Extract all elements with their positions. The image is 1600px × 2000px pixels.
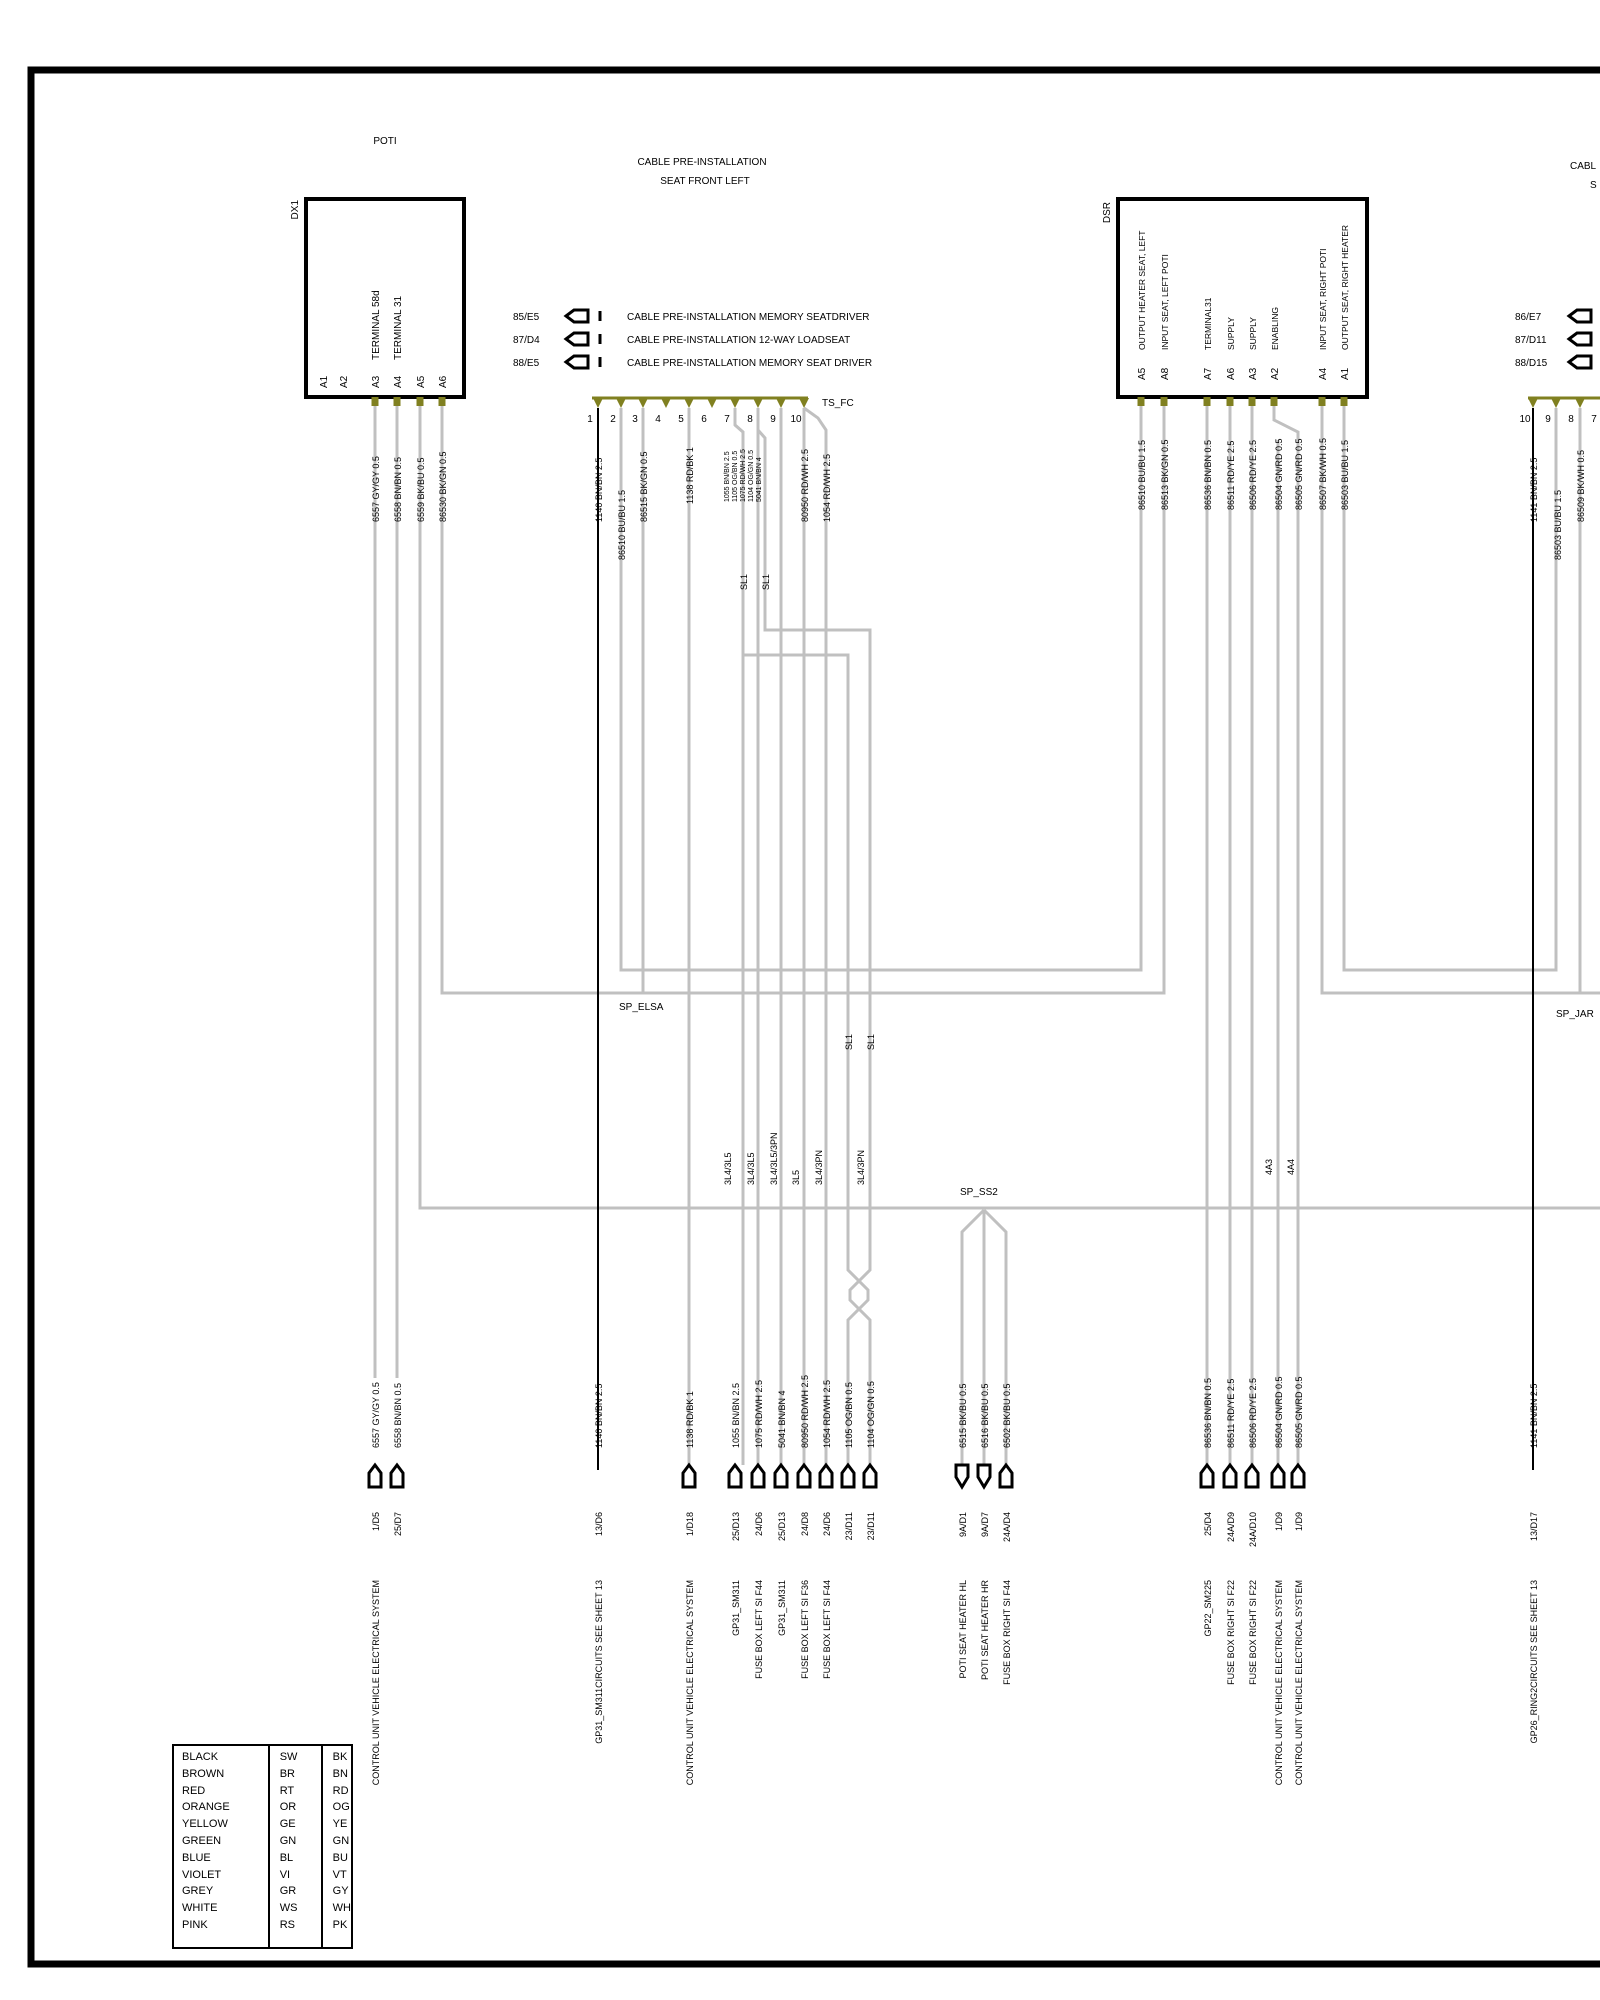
wire-label-right-2: 86509 BK/WH 0.5 [1576, 449, 1586, 522]
destination-3: GP31_SM311 [731, 1580, 741, 1636]
dsr-terminal-A6 [1227, 397, 1234, 406]
ts-fc-terminal-6 [730, 398, 740, 408]
legend-english-codes [323, 1746, 351, 1947]
bottom-wire-label-2: 1140 BN/BN 2.5 [594, 1383, 604, 1448]
legend-name-8: GREY [182, 1885, 214, 1898]
dsr-terminal-A8 [1161, 397, 1168, 406]
bottom-wire-label-13: 6502 BK/BU 0.5 [1002, 1383, 1012, 1448]
wire-label-dx1-1: 6558 BN/BN 0.5 [393, 456, 403, 522]
bottom-connector-14 [1201, 1465, 1213, 1487]
bottom-wire-label-8: 1054 RD/WH 2.5 [822, 1379, 832, 1448]
ts-fc-pin-2: 2 [610, 414, 616, 425]
ts-fc-terminal-5 [707, 398, 717, 408]
legend-code-en-5: GN [332, 1834, 350, 1847]
wire-dsr-a1 [1344, 406, 1556, 970]
ts-fc-terminal-8 [776, 398, 786, 408]
ref-right-0: 86/E7 [1515, 312, 1542, 323]
wire-label-dsr-7: 86507 BK/WH 0.5 [1318, 437, 1328, 510]
destination-8: POTI SEAT HEATER HL [958, 1580, 968, 1679]
destination-14: CONTROL UNIT VEHICLE ELECTRICAL SYSTEM [1274, 1580, 1284, 1786]
bottom-wire-label-12: 6516 BK/BU 0.5 [980, 1383, 990, 1448]
ref-right-connector-1 [1569, 333, 1591, 345]
dest-ref-8: 24/D6 [822, 1512, 832, 1537]
destination-2: CONTROL UNIT VEHICLE ELECTRICAL SYSTEM [685, 1580, 695, 1786]
legend-code-de-0: SW [279, 1751, 298, 1763]
destination-5: GP31_SM311 [777, 1580, 787, 1636]
wire-label-bundle-0: 1055 BN/BN 2.5 [724, 451, 731, 502]
dest-ref-16: 24A/D10 [1248, 1512, 1258, 1548]
wire-label-dsr-6: 86505 GN/RD 0.5 [1294, 438, 1304, 510]
legend-german-codes [270, 1746, 323, 1947]
splice-label-elsa: SP_ELSA [619, 1002, 664, 1013]
legend-code-en-0: BK [332, 1751, 348, 1763]
wire-dsr-a2-jog [1274, 406, 1298, 440]
bottom-wire-label-5: 1075 RD/WH 2.5 [754, 1379, 764, 1448]
dsr-function-3: SUPPLY [1226, 317, 1236, 350]
circuit-code-0: 3L4/3L5 [723, 1152, 733, 1185]
legend-code-en-1: BN [332, 1767, 348, 1780]
legend-code-en-4: YE [332, 1818, 348, 1831]
destination-9: POTI SEAT HEATER HR [980, 1580, 990, 1681]
dest-ref-2: 13/D6 [594, 1512, 604, 1537]
dsr-pin-A1: A1 [1340, 367, 1351, 380]
bottom-connector-1 [391, 1465, 403, 1487]
ts-fc-pin-10: 10 [790, 414, 802, 425]
bottom-connector-5 [752, 1465, 764, 1487]
bottom-wire-label-6: 5041 BN/BN 4 [777, 1390, 787, 1448]
dest-ref-6: 25/D13 [777, 1512, 787, 1542]
legend-code-de-3: OR [279, 1801, 297, 1814]
ref-left-1: 87/D4 [513, 335, 540, 346]
wire-label-right-0: 1141 BN/BN 2.5 [1529, 457, 1539, 522]
sl-label-3: SL1 [866, 1033, 876, 1050]
legend-name-4: YELLOW [182, 1818, 228, 1831]
dx1-pin-A3: A3 [371, 375, 382, 388]
ref-right-connector-2 [1569, 356, 1591, 368]
circuit-code-7: 4A4 [1286, 1158, 1296, 1175]
ts-fc-terminal-1 [616, 398, 626, 408]
wire-label-ts-4: 80950 RD/WH 2.5 [800, 448, 810, 522]
dest-ref-14: 25/D4 [1203, 1512, 1213, 1537]
ts-right-pin-0: 10 [1519, 414, 1531, 425]
legend-code-en-9: WH [332, 1902, 351, 1915]
legend-code-en-2: RD [332, 1784, 349, 1797]
legend-name-2: RED [182, 1784, 206, 1797]
legend-code-de-4: GE [279, 1818, 296, 1831]
dsr-terminal-A5 [1138, 397, 1145, 406]
bottom-connector-15 [1224, 1465, 1236, 1487]
dest-ref-7: 24/D8 [800, 1512, 810, 1537]
dest-ref-5: 24/D6 [754, 1512, 764, 1537]
wire-label-dx1-0: 6557 GY/GY 0.5 [371, 456, 381, 522]
wire-86510 [621, 406, 1141, 970]
bottom-connector-9 [842, 1465, 854, 1487]
legend-code-de-5: GN [279, 1834, 297, 1847]
bottom-connector-12 [978, 1465, 990, 1487]
circuit-code-6: 4A3 [1264, 1158, 1274, 1175]
ts-right-terminal-1 [1551, 398, 1561, 408]
dsr-function-7: OUTPUT SEAT, RIGHT HEATER [1340, 225, 1350, 350]
legend-code-de-10: RS [279, 1918, 295, 1931]
wire-label-bundle-2: 1075 RD/WH 2.5 [740, 449, 747, 502]
bottom-wire-label-4: 1055 BN/BN 2.5 [731, 1382, 741, 1448]
ts-fc-terminal-2 [638, 398, 648, 408]
wire-1104 [758, 430, 870, 1465]
dest-ref-1: 25/D7 [393, 1512, 403, 1537]
dest-ref-13: 24A/D4 [1002, 1512, 1012, 1543]
wire-1105 [735, 425, 868, 1465]
dsr-label: DSR [1102, 202, 1113, 224]
ts-fc-terminal-7 [753, 398, 763, 408]
dx1-pin-A4: A4 [393, 375, 404, 388]
ts-fc-pin-9: 9 [770, 414, 776, 425]
wire-1054 [804, 408, 826, 1465]
sl-label-1: SL1 [761, 573, 771, 590]
legend-name-9: WHITE [182, 1902, 218, 1915]
color-legend [172, 1744, 353, 1949]
wire-label-ts-0: 1140 BN/BN 2.5 [594, 457, 604, 522]
dsr-pin-A4: A4 [1318, 367, 1329, 380]
cable-right-title: CABL [1570, 161, 1597, 172]
wire-label-dsr-4: 86506 RD/YE 2.5 [1248, 439, 1258, 510]
legend-code-de-9: WS [279, 1902, 298, 1915]
dsr-terminal-A2 [1271, 397, 1278, 406]
poti-title: POTI [373, 136, 397, 147]
ref-left-0: 85/E5 [513, 312, 540, 323]
bottom-wire-label-3: 1138 RD/BK 1 [685, 1391, 695, 1448]
dsr-function-2: TERMINAL31 [1203, 297, 1213, 350]
destination-11: GP22_SM225 [1203, 1580, 1213, 1637]
dest-ref-18: 1/D9 [1294, 1512, 1304, 1532]
ts-fc-pin-5: 5 [678, 414, 684, 425]
wire-label-ts-3: 1138 RD/BK 1 [685, 447, 695, 504]
bottom-wire-label-7: 80950 RD/WH 2.5 [800, 1374, 810, 1448]
bottom-wire-label-14: 86536 BN/BN 0.5 [1203, 1377, 1213, 1448]
bottom-connector-18 [1292, 1465, 1304, 1487]
ref-left-connector-0 [566, 310, 588, 322]
bottom-wire-label-15: 86511 RD/YE 2.5 [1226, 1378, 1236, 1448]
ref-left-text-1: CABLE PRE-INSTALLATION 12-WAY LOADSEAT [627, 335, 851, 346]
destination-6: FUSE BOX LEFT SI F36 [800, 1580, 810, 1679]
splice-label-jar: SP_JAR [1556, 1009, 1594, 1020]
legend-code-de-6: BL [279, 1851, 294, 1864]
legend-name-7: VIOLET [182, 1868, 222, 1881]
circuit-code-4: 3L4/3PN [814, 1149, 824, 1185]
legend-color-names [174, 1746, 270, 1947]
bottom-wire-label-11: 6515 BK/BU 0.5 [958, 1383, 968, 1448]
legend-code-de-7: VI [279, 1868, 291, 1881]
bottom-connector-16 [1246, 1465, 1258, 1487]
dsr-pin-A6: A6 [1226, 367, 1237, 380]
dsr-function-1: INPUT SEAT, LEFT POTI [1160, 254, 1170, 350]
dx1-terminal-2 [417, 397, 424, 406]
dx1-function-A3: TERMINAL 58d [371, 290, 382, 360]
destination-1: GP31_SM311CIRCUITS SEE SHEET 13 [594, 1580, 604, 1744]
bottom-connector-8 [820, 1465, 832, 1487]
bottom-connector-4 [729, 1465, 741, 1487]
dest-ref-9: 23/D11 [844, 1512, 854, 1541]
wire-label-bundle-3: 1104 OG/GN 0.5 [748, 449, 755, 502]
dsr-terminal-A1 [1341, 397, 1348, 406]
dest-ref-10: 23/D11 [866, 1512, 876, 1541]
bottom-connector-11 [956, 1465, 968, 1487]
dsr-pin-A7: A7 [1203, 367, 1214, 380]
dx1-terminal-1 [394, 397, 401, 406]
wire-label-dsr-5: 86504 GN/RD 0.5 [1274, 438, 1284, 510]
ref-left-connector-2 [566, 356, 588, 368]
wire-label-right-1: 86503 BU/BU 1.5 [1553, 489, 1563, 560]
sl-label-2: SL1 [844, 1033, 854, 1050]
ts-fc-terminal-4 [684, 398, 694, 408]
bottom-wire-label-10: 1104 OG/GN 0.5 [866, 1381, 876, 1448]
dx1-terminal-3 [439, 397, 446, 406]
bottom-wire-label-9: 1105 OG/BN 0.5 [844, 1382, 854, 1448]
ts-right-pin-3: 7 [1591, 414, 1597, 425]
ts-fc-terminal-0 [593, 398, 603, 408]
destination-12: FUSE BOX RIGHT SI F22 [1226, 1580, 1236, 1685]
wire-label-bundle-1: 1105 OG/BN 0.5 [732, 450, 739, 502]
dsr-function-5: ENABLING [1270, 307, 1280, 350]
ts-fc-pin-3: 3 [632, 414, 638, 425]
dsr-pin-A3: A3 [1248, 367, 1259, 380]
ts-fc-pin-8: 8 [747, 414, 753, 425]
wire-label-dsr-8: 86503 BU/BU 1.5 [1340, 439, 1350, 510]
circuit-code-1: 3L4/3L5 [746, 1152, 756, 1185]
bottom-connector-7 [798, 1465, 810, 1487]
dx1-function-A4: TERMINAL 31 [393, 295, 404, 360]
destination-0: CONTROL UNIT VEHICLE ELECTRICAL SYSTEM [371, 1580, 381, 1786]
ts-fc-pin-4: 4 [655, 414, 661, 425]
bottom-connector-3 [683, 1465, 695, 1487]
legend-code-en-10: PK [332, 1918, 348, 1931]
bottom-wire-label-18: 86505 GN/RD 0.5 [1294, 1376, 1304, 1448]
destination-4: FUSE BOX LEFT SI F44 [754, 1580, 764, 1679]
dsr-function-0: OUTPUT HEATER SEAT, LEFT [1137, 230, 1147, 350]
dx1-terminal-0 [372, 397, 379, 406]
ts-right-pin-1: 9 [1545, 414, 1551, 425]
dx1-pin-A6: A6 [438, 375, 449, 388]
wire-label-ts-5: 1054 RD/WH 2.5 [822, 453, 832, 522]
dx1-pin-A2: A2 [339, 375, 350, 388]
dx1-pin-A1: A1 [319, 375, 330, 388]
dest-ref-11: 9A/D1 [958, 1512, 968, 1538]
circuit-code-2: 3L4/3L5/3PN [769, 1132, 779, 1185]
dx1-label: DX1 [290, 200, 301, 220]
legend-code-en-3: OG [332, 1801, 350, 1814]
wire-label-dx1-3: 86530 BK/GN 0.5 [438, 451, 448, 522]
dsr-box [1118, 199, 1367, 397]
circuit-code-3: 3L5 [791, 1169, 801, 1185]
ref-left-text-2: CABLE PRE-INSTALLATION MEMORY SEAT DRIVER [627, 358, 873, 369]
destination-7: FUSE BOX LEFT SI F44 [822, 1580, 832, 1679]
ref-right-2: 88/D15 [1515, 358, 1548, 369]
legend-code-en-8: GY [332, 1885, 349, 1898]
ref-left-2: 88/E5 [513, 358, 540, 369]
destination-15: CONTROL UNIT VEHICLE ELECTRICAL SYSTEM [1294, 1580, 1304, 1786]
dx1-box [306, 199, 464, 397]
circuit-code-5: 3L4/3PN [856, 1149, 866, 1185]
bottom-connector-6 [775, 1465, 787, 1487]
legend-name-6: BLUE [182, 1851, 211, 1864]
legend-code-de-2: RT [279, 1784, 295, 1797]
dsr-terminal-A7 [1204, 397, 1211, 406]
bottom-wire-label-19: 1141 BN/BN 2.5 [1529, 1383, 1539, 1448]
bottom-wire-label-1: 6558 BN/BN 0.5 [393, 1382, 403, 1448]
legend-name-3: ORANGE [182, 1801, 230, 1814]
dsr-function-4: SUPPLY [1248, 317, 1258, 350]
legend-name-5: GREEN [182, 1834, 222, 1847]
legend-code-de-1: BR [279, 1767, 295, 1780]
cable-right-subtitle: S [1590, 180, 1597, 191]
destination-16: GP26_RING2CIRCUITS SEE SHEET 13 [1529, 1580, 1539, 1744]
bottom-connector-13 [1000, 1465, 1012, 1487]
dsr-function-6: INPUT SEAT, RIGHT POTI [1318, 248, 1328, 350]
bottom-wire-label-0: 6557 GY/GY 0.5 [371, 1382, 381, 1448]
dsr-pin-A8: A8 [1160, 367, 1171, 380]
ref-right-connector-0 [1569, 310, 1591, 322]
ts-fc-pin-6: 6 [701, 414, 707, 425]
bottom-connector-17 [1272, 1465, 1284, 1487]
dest-ref-15: 24A/D9 [1226, 1512, 1236, 1543]
dest-ref-17: 1/D9 [1274, 1512, 1284, 1532]
dsr-pin-A2: A2 [1270, 367, 1281, 380]
wire-label-dx1-2: 6559 BK/BU 0.5 [416, 457, 426, 522]
dest-ref-3: 1/D18 [685, 1512, 695, 1537]
wire-label-dsr-1: 86513 BK/GN 0.5 [1160, 439, 1170, 510]
legend-code-en-7: VT [332, 1868, 347, 1881]
bottom-connector-0 [369, 1465, 381, 1487]
ts-fc-terminal-9 [799, 398, 809, 408]
ts-fc-pin-7: 7 [724, 414, 730, 425]
bottom-connector-10 [864, 1465, 876, 1487]
legend-name-1: BROWN [182, 1767, 225, 1780]
ts-fc-label: TS_FC [822, 398, 854, 409]
dest-ref-12: 9A/D7 [980, 1512, 990, 1538]
wire-label-dsr-2: 86536 BN/BN 0.5 [1203, 439, 1213, 510]
dest-ref-4: 25/D13 [731, 1512, 741, 1542]
dest-ref-0: 1/D5 [371, 1512, 381, 1532]
ref-left-text-0: CABLE PRE-INSTALLATION MEMORY SEATDRIVER [627, 312, 870, 323]
wire-label-dsr-0: 86510 BU/BU 1.5 [1137, 439, 1147, 510]
dsr-terminal-A3 [1249, 397, 1256, 406]
cable-left-subtitle: SEAT FRONT LEFT [660, 176, 750, 187]
bottom-wire-label-17: 86504 GN/RD 0.5 [1274, 1376, 1284, 1448]
dsr-pin-A5: A5 [1137, 367, 1148, 380]
splice-label-ss2: SP_SS2 [960, 1187, 998, 1198]
legend-code-en-6: BU [332, 1851, 348, 1864]
legend-name-10: PINK [182, 1918, 208, 1931]
ref-right-1: 87/D11 [1515, 335, 1547, 346]
destination-10: FUSE BOX RIGHT SI F44 [1002, 1580, 1012, 1685]
bottom-wire-label-16: 86506 RD/YE 2.5 [1248, 1377, 1258, 1448]
ref-left-connector-1 [566, 333, 588, 345]
wire-label-bundle-4: 5041 BN/BN 4 [756, 457, 763, 502]
ts-right-pin-2: 8 [1568, 414, 1574, 425]
legend-name-0: BLACK [182, 1751, 219, 1763]
wire-label-dsr-3: 86511 RD/YE 2.5 [1226, 440, 1236, 510]
dsr-terminal-A4 [1319, 397, 1326, 406]
wire-label-ts-2: 86515 BK/GN 0.5 [639, 451, 649, 522]
destination-13: FUSE BOX RIGHT SI F22 [1248, 1580, 1258, 1685]
sl-label-0: SL1 [739, 573, 749, 590]
dest-ref-19: 13/D17 [1529, 1512, 1539, 1542]
ts-fc-pin-1: 1 [587, 414, 593, 425]
ts-right-terminal-0 [1528, 398, 1538, 408]
ts-fc-terminal-3 [661, 398, 671, 408]
wire-label-ts-1: 86510 BU/BU 1.5 [617, 489, 627, 560]
cable-left-title: CABLE PRE-INSTALLATION [637, 157, 767, 168]
ts-right-terminal-2 [1575, 398, 1585, 408]
legend-code-de-8: GR [279, 1885, 297, 1898]
dx1-pin-A5: A5 [416, 375, 427, 388]
